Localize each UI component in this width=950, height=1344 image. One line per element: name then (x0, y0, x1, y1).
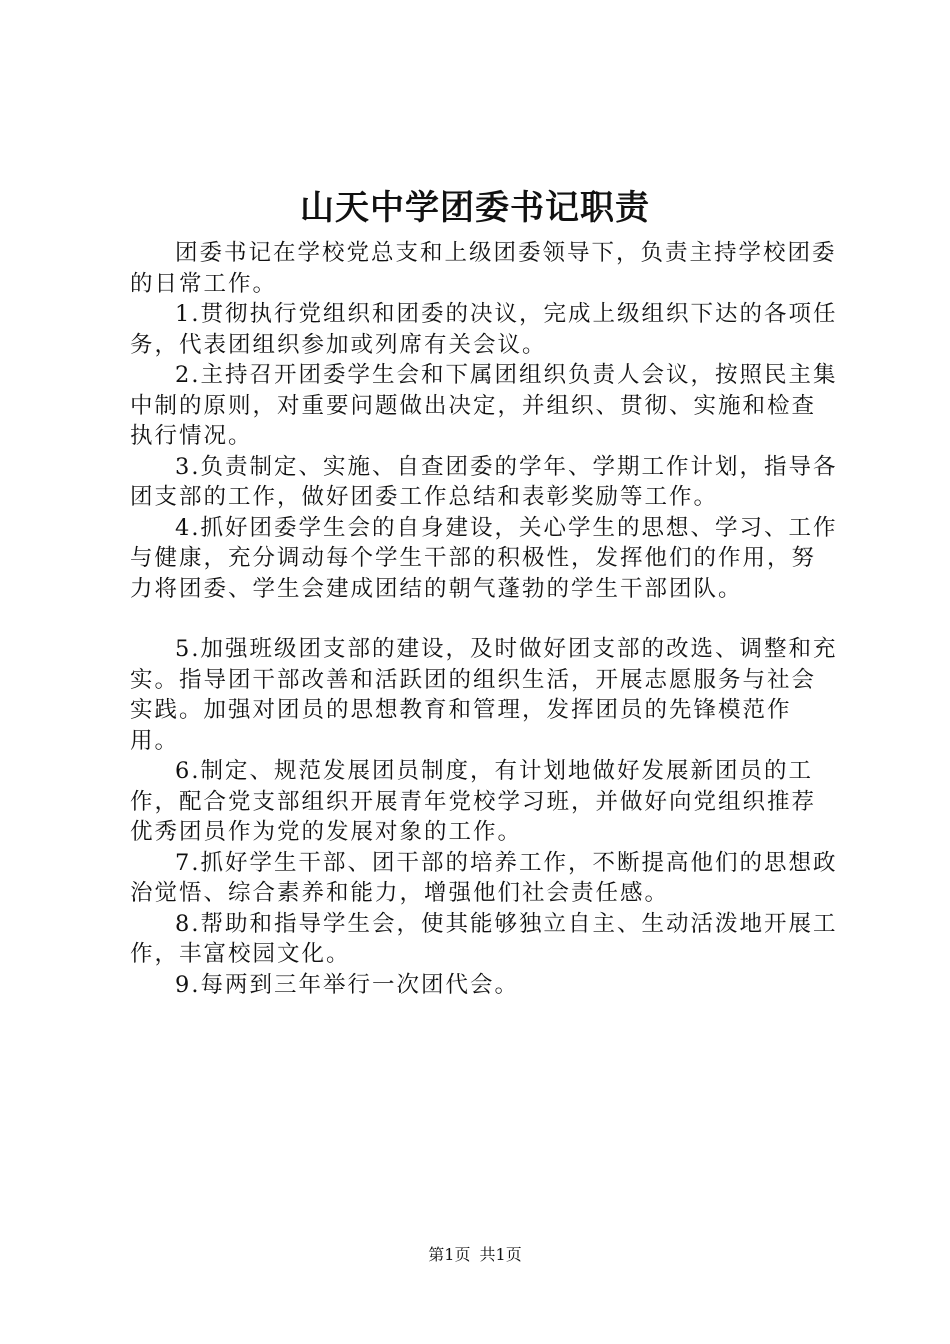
paragraph-item-9: 9.每两到三年举行一次团代会。 (175, 971, 519, 998)
paragraph-item-7: 7.抓好学生干部、团干部的培养工作，不断提高他们的思想政治觉悟、综合素养和能力，增强他们社会责任感。 (130, 849, 838, 906)
paragraph-item-5: 5.加强班级团支部的建设，及时做好团支部的改选、调整和充实。指导团干部改善和活跃团的组织生活，开展志愿服务与社会实践。加强对团员的思想教育和管理，发挥团员的先锋模范作用。 (130, 636, 838, 754)
page-number: 第1页 (428, 1245, 471, 1264)
paragraph-item-2: 2.主持召开团委学生会和下属团组织负责人会议，按照民主集中制的原则，对重要问题做出决定，并组织、贯彻、实施和检查执行情况。 (130, 362, 838, 449)
page-total: 共1页 (479, 1245, 522, 1264)
paragraph-intro: 团委书记在学校党总支和上级团委领导下，负责主持学校团委的日常工作。 (130, 240, 837, 297)
document-body (130, 238, 840, 1000)
paragraph-item-1: 1.贯彻执行党组织和团委的决议，完成上级组织下达的各项任务，代表团组织参加或列席有关会议。 (130, 301, 838, 358)
paragraph-item-6: 6.制定、规范发展团员制度，有计划地做好发展新团员的工作，配合党支部组织开展青年党校学习班，并做好向党组织推荐优秀团员作为党的发展对象的工作。 (130, 758, 817, 845)
paragraph-item-3: 3.负责制定、实施、自查团委的学年、学期工作计划，指导各团支部的工作，做好团委工作总结和表彰奖励等工作。 (130, 453, 838, 510)
paragraph-item-8: 8.帮助和指导学生会，使其能够独立自主、生动活泼地开展工作，丰富校园文化。 (130, 910, 838, 967)
paragraph-item-4: 4.抓好团委学生会的自身建设，关心学生的思想、学习、工作与健康，充分调动每个学生干部的积极性，发挥他们的作用，努力将团委、学生会建成团结的朝气蓬勃的学生干部团队。 (130, 514, 838, 602)
page-footer (0, 1244, 950, 1266)
page-title: 山天中学团委书记职责 (300, 188, 650, 228)
